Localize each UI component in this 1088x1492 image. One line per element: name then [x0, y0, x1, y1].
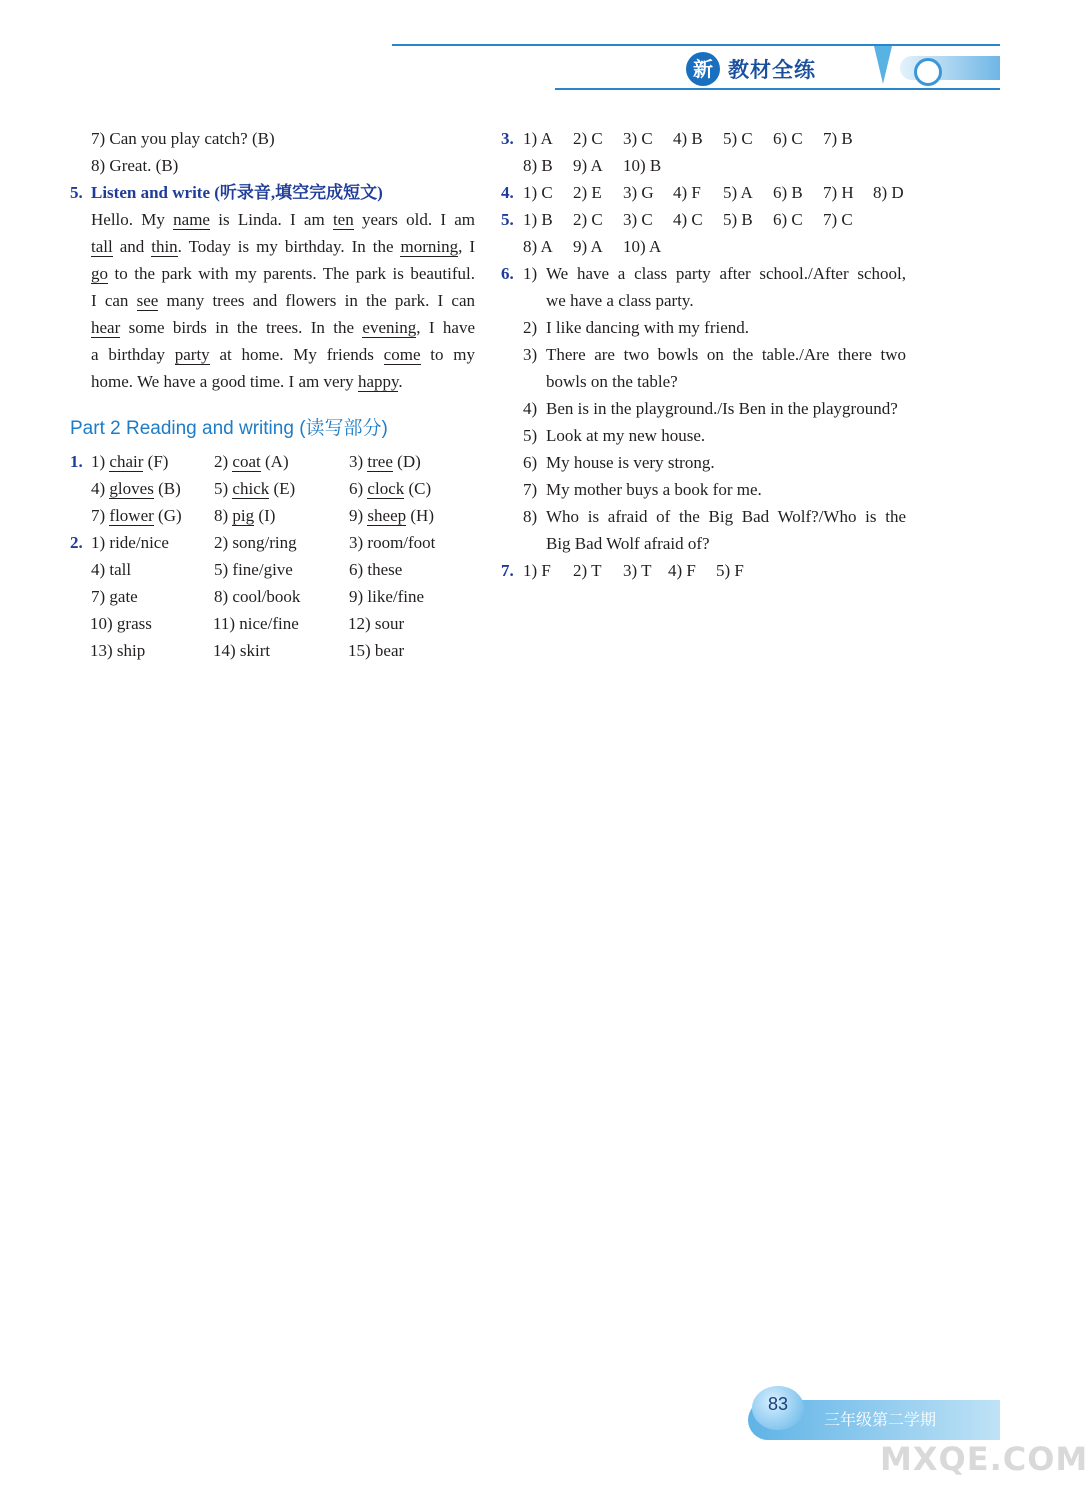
q6-item-text: Ben is in the playground./Is Ben in the playground? [546, 399, 898, 418]
q2-item: 3) room/foot [349, 533, 436, 552]
q4-option: 8) D [873, 183, 904, 202]
passage-line: Hello. My name is Linda. I am ten years old. I am [91, 210, 476, 229]
q4-option: 6) B [773, 183, 803, 202]
q6-item-text: My house is very strong. [546, 453, 715, 472]
q7-option: 3) T [623, 561, 652, 580]
answer-word: ten [332, 210, 354, 229]
q6-item-number: 4) [523, 399, 538, 418]
q6-item-text: There are two bowls on the table./Are there two [546, 345, 906, 364]
q5-option: 3) C [623, 210, 653, 229]
q3-option: 1) A [523, 129, 553, 148]
answer-word: go [91, 264, 108, 283]
answer-word: pig [232, 506, 255, 525]
q2-item: 1) ride/nice [91, 533, 169, 552]
q4-option: 3) G [623, 183, 654, 202]
q5-option: 7) C [823, 210, 853, 229]
answer-word: coat [232, 452, 261, 471]
q2-item: 7) gate [91, 587, 138, 606]
answer-word: see [136, 291, 159, 310]
left-q5-number: 5. [70, 183, 83, 202]
q1-item: 9) sheep (H) [349, 506, 434, 525]
right-q6-number: 6. [501, 264, 514, 283]
q5-option: 10) A [623, 237, 662, 256]
q3-option: 3) C [623, 129, 653, 148]
answer-word: hear [91, 318, 121, 337]
new-badge-icon: 新 [686, 52, 720, 86]
header-rule [392, 44, 1000, 46]
answer-word: chair [109, 452, 144, 471]
right-q3-number: 3. [501, 129, 514, 148]
q6-item-text: We have a class party after school./After school, [546, 264, 906, 283]
header-title: 教材全练 [728, 58, 816, 82]
answer-word: sheep [367, 506, 407, 525]
q3-option: 7) B [823, 129, 853, 148]
q1-item: 8) pig (I) [214, 506, 276, 525]
q3-option: 8) B [523, 156, 553, 175]
q6-item-text: bowls on the table? [546, 372, 678, 391]
passage-line: go to the park with my parents. The park is beautiful. [91, 264, 475, 283]
left-q1-number: 1. [70, 452, 83, 471]
q6-item-text: Big Bad Wolf afraid of? [546, 534, 710, 553]
q2-item: 5) fine/give [214, 560, 293, 579]
answer-word: tall [91, 237, 113, 256]
q6-item-number: 2) [523, 318, 538, 337]
q5-option: 1) B [523, 210, 553, 229]
answer-word: tree [367, 452, 393, 471]
q3-option: 2) C [573, 129, 603, 148]
left-q2-number: 2. [70, 533, 83, 552]
answer-word: party [174, 345, 210, 364]
part2-heading: Part 2 Reading and writing (读写部分) [70, 418, 388, 439]
q2-item: 14) skirt [213, 641, 271, 660]
answer-word: come [383, 345, 421, 364]
q3-option: 10) B [623, 156, 662, 175]
q6-item-number: 7) [523, 480, 538, 499]
cont-line-8: 8) Great. (B) [91, 156, 179, 175]
q3-option: 4) B [673, 129, 703, 148]
answer-word: chick [232, 479, 270, 498]
page-number: 83 [767, 1394, 789, 1414]
answer-word: happy [357, 372, 399, 391]
q6-item-text: Look at my new house. [546, 426, 706, 445]
q1-item: 2) coat (A) [214, 452, 289, 471]
answer-word: gloves [109, 479, 154, 498]
q2-item: 11) nice/fine [213, 614, 299, 633]
header-triangle-icon [874, 46, 892, 84]
q6-item-number: 8) [523, 507, 538, 526]
q5-option: 2) C [573, 210, 603, 229]
q4-option: 5) A [723, 183, 753, 202]
q6-item-number: 3) [523, 345, 538, 364]
q6-item-text: I like dancing with my friend. [546, 318, 750, 337]
q4-option: 1) C [523, 183, 553, 202]
q2-item: 10) grass [90, 614, 152, 633]
q4-option: 4) F [673, 183, 701, 202]
header-dot-icon [914, 58, 942, 86]
left-q5-title: Listen and write (听录音,填空完成短文) [91, 183, 383, 202]
q5-option: 5) B [723, 210, 753, 229]
answer-word: thin [151, 237, 178, 256]
q5-option: 9) A [573, 237, 603, 256]
q2-item: 6) these [349, 560, 403, 579]
q1-item: 1) chair (F) [91, 452, 169, 471]
q3-option: 6) C [773, 129, 803, 148]
right-q7-number: 7. [501, 561, 514, 580]
footer-grade-label: 三年级第二学期 [824, 1410, 937, 1429]
q6-item-number: 6) [523, 453, 538, 472]
q6-item-number: 1) [523, 264, 538, 283]
q4-option: 2) E [573, 183, 602, 202]
q1-item: 4) gloves (B) [91, 479, 181, 498]
q5-option: 4) C [673, 210, 703, 229]
q7-option: 4) F [668, 561, 696, 580]
watermark: MXQE.COM [880, 1440, 1088, 1478]
q1-item: 3) tree (D) [349, 452, 421, 471]
q2-item: 12) sour [348, 614, 405, 633]
answer-word: name [173, 210, 210, 229]
q6-item-number: 5) [523, 426, 538, 445]
cont-line-7: 7) Can you play catch? (B) [91, 129, 275, 148]
q7-option: 2) T [573, 561, 602, 580]
q4-option: 7) H [823, 183, 854, 202]
q7-option: 5) F [716, 561, 744, 580]
passage-line: home. We have a good time. I am very happy. [91, 372, 403, 391]
q5-option: 8) A [523, 237, 553, 256]
q2-item: 9) like/fine [349, 587, 425, 606]
passage-line: tall and thin. Today is my birthday. In the morning, I [91, 237, 475, 256]
q2-item: 15) bear [348, 641, 405, 660]
q6-item-text: we have a class party. [546, 291, 694, 310]
passage-line: a birthday party at home. My friends come to my [91, 345, 475, 364]
q1-item: 7) flower (G) [91, 506, 182, 525]
q2-item: 13) ship [90, 641, 146, 660]
right-q4-number: 4. [501, 183, 514, 202]
q7-option: 1) F [523, 561, 551, 580]
q2-item: 4) tall [91, 560, 132, 579]
answer-word: evening [362, 318, 417, 337]
passage-line: hear some birds in the trees. In the evening, I have [91, 318, 475, 337]
q1-item: 6) clock (C) [349, 479, 432, 498]
q6-item-text: Who is afraid of the Big Bad Wolf?/Who is the [546, 507, 906, 526]
q3-option: 9) A [573, 156, 603, 175]
right-q5-number: 5. [501, 210, 514, 229]
q1-item: 5) chick (E) [214, 479, 296, 498]
q3-option: 5) C [723, 129, 753, 148]
answer-word: clock [367, 479, 405, 498]
header-bar [555, 88, 1000, 90]
q5-option: 6) C [773, 210, 803, 229]
q2-item: 2) song/ring [214, 533, 297, 552]
passage-line: I can see many trees and flowers in the park. I can [91, 291, 475, 310]
answer-word: morning [400, 237, 459, 256]
answer-word: flower [109, 506, 154, 525]
q6-item-text: My mother buys a book for me. [546, 480, 762, 499]
q2-item: 8) cool/book [214, 587, 301, 606]
